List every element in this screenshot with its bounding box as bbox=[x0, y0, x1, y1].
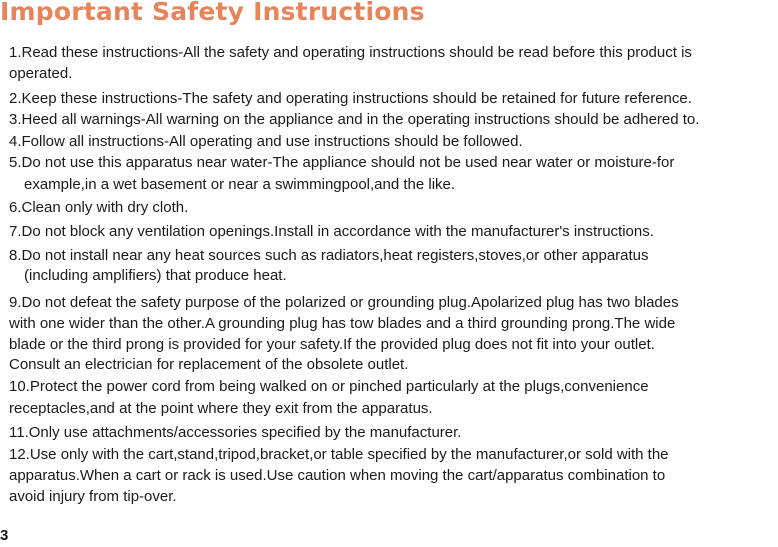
instruction-6-line-1: 6.Clean only with dry cloth. bbox=[9, 199, 189, 216]
instruction-12-line-1: 12.Use only with the cart,stand,tripod,bracket,or table specified by the manufacturer,or sold with the bbox=[9, 446, 669, 463]
instruction-10-line-1: 10.Protect the power cord from being walked on or pinched particularly at the plugs,convenience bbox=[9, 378, 649, 395]
instruction-11-line-1: 11.Only use attachments/accessories specified by the manufacturer. bbox=[9, 424, 462, 441]
instruction-8-line-1: 8.Do not install near any heat sources such as radiators,heat registers,stoves,or other apparatus bbox=[9, 247, 649, 264]
instruction-5-line-2: example,in a wet basement or near a swimmingpool,and the like. bbox=[24, 176, 456, 193]
instruction-3-line-1: 3.Heed all warnings-All warning on the appliance and in the operating instructions should be adhered to. bbox=[9, 111, 700, 128]
instruction-9-line-2: with one wider than the other.A grounding plug has tow blades and a third grounding prong.The wide bbox=[9, 315, 676, 332]
instruction-12-line-3: avoid injury from tip-over. bbox=[9, 488, 177, 505]
instruction-2-line-1: 2.Keep these instructions-The safety and operating instructions should be retained for future reference. bbox=[9, 90, 692, 107]
page-number: 3 bbox=[0, 527, 9, 544]
instruction-10-line-2: receptacles,and at the point where they exit from the apparatus. bbox=[9, 400, 433, 417]
instruction-1-line-2: operated. bbox=[9, 65, 73, 82]
instruction-9-line-4: Consult an electrician for replacement of the obsolete outlet. bbox=[9, 356, 409, 373]
instruction-8-line-2: (including amplifiers) that produce heat. bbox=[24, 267, 287, 284]
instruction-4-line-1: 4.Follow all instructions-All operating and use instructions should be followed. bbox=[9, 133, 523, 150]
instruction-5-line-1: 5.Do not use this apparatus near water-The appliance should not be used near water or moisture-for bbox=[9, 154, 675, 171]
instruction-9-line-1: 9.Do not defeat the safety purpose of the polarized or grounding plug.Apolarized plug has two blades bbox=[9, 294, 679, 311]
instruction-9-line-3: blade or the third prong is provided for your safety.If the provided plug does not fit into your outlet. bbox=[9, 336, 655, 353]
instruction-7-line-1: 7.Do not block any ventilation openings.Install in accordance with the manufacturer's instructions. bbox=[9, 223, 654, 240]
instruction-12-line-2: apparatus.When a cart or rack is used.Use caution when moving the cart/apparatus combination to bbox=[9, 467, 666, 484]
instruction-1-line-1: 1.Read these instructions-All the safety and operating instructions should be read before this product is bbox=[9, 44, 692, 61]
page-title: Important Safety Instructions bbox=[0, 0, 425, 26]
